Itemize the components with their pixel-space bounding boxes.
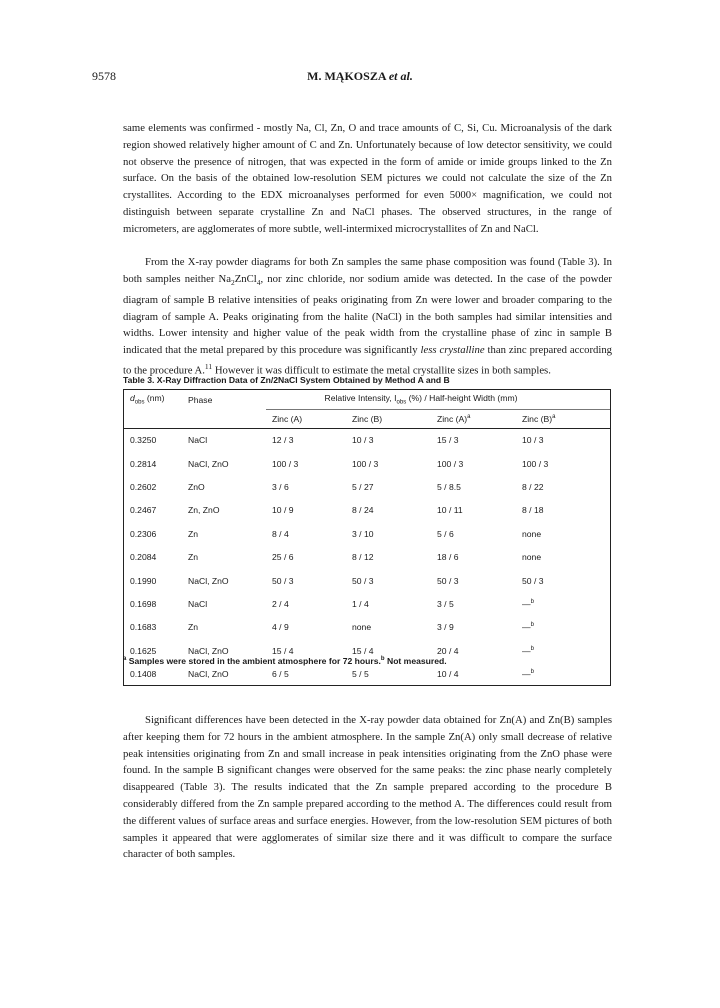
p2-text-3: , nor zinc chloride, nor sodium amide was detected. In the case of the powder diagram of sample B relative intensities of peaks originating from Zn were lower and broader comparing to the diagram of sample A. Peaks originating from the halite (NaCl) in the both samples had similar intensities and widths. Lower intensity and higher value of the peak width from the crystalline phase of zinc in sample B indicated that the metal prepared by this procedure was significantly — [123, 272, 612, 357]
cell-zinc-b: 5 / 5 — [346, 662, 431, 685]
cell-zinc-a-aged: 20 / 4 — [437, 645, 459, 656]
cell-zinc-b-aged: 100 / 3 — [516, 452, 611, 475]
p2-text-2: ZnCl — [234, 272, 257, 285]
cell-zinc-b-aged: none — [516, 545, 611, 568]
table-row — [124, 429, 611, 452]
table-subheader-row — [124, 410, 611, 429]
table-row — [124, 452, 611, 475]
cell-zinc-b: 50 / 3 — [352, 575, 374, 586]
cell-d: 0.1408 — [124, 662, 183, 685]
cell-zinc-b-aged: —$^b$ — [516, 592, 611, 615]
cell-zinc-b-aged: —$^b$ — [516, 639, 611, 662]
table-row — [124, 545, 611, 568]
cell-d: 0.2306 — [124, 522, 183, 545]
col-header-zinc-b-aged: Zinc $(B)^a$ — [516, 410, 611, 429]
table-row — [124, 522, 611, 545]
page-number: 9578 — [92, 69, 116, 83]
cell-zinc-a: 4 / 9 — [272, 622, 289, 633]
p2-sub-2: 4 — [256, 277, 261, 287]
col-header-d: $d_{obs}$ (nm) — [124, 390, 183, 410]
col-header-zinc-a-aged: Zinc $(A)^a$ — [431, 410, 516, 429]
col-header-zinc-b: Zinc (B) — [346, 410, 431, 429]
paragraph-xray-powder — [123, 254, 612, 379]
cell-phase: ZnO — [188, 481, 205, 492]
cell-zinc-a-aged: 3 / 5 — [437, 598, 454, 609]
cell-zinc-a: 10 / 9 — [272, 505, 294, 516]
cell-zinc-b: 100 / 3 — [352, 458, 379, 469]
cell-zinc-a-aged: 18 / 6 — [437, 552, 459, 563]
table-row — [124, 592, 611, 615]
table-row — [124, 616, 611, 639]
cell-zinc-a: 2 / 4 — [272, 598, 289, 609]
cell-zinc-b-aged: 10 / 3 — [516, 429, 611, 452]
cell-phase: Zn — [188, 528, 199, 539]
cell-zinc-a: 100 / 3 — [272, 458, 299, 469]
cell-zinc-b: 3 / 10 — [352, 528, 374, 539]
table-row — [124, 475, 611, 498]
paragraph-aged-samples — [123, 712, 612, 863]
cell-d: 0.2814 — [124, 452, 183, 475]
col-header-zinc-a: Zinc (A) — [266, 410, 346, 429]
cell-phase: Zn — [188, 622, 199, 633]
table-footnote: $^a$ Samples were stored in the ambient atmosphere for 72 hours.$^b$ Not measured. — [123, 656, 447, 666]
table-row — [124, 499, 611, 522]
cell-zinc-a-aged: 100 / 3 — [437, 458, 464, 469]
cell-zinc-a: 15 / 4 — [272, 645, 294, 656]
p2-reference: 11 — [204, 361, 213, 371]
cell-d: 0.1683 — [124, 616, 183, 639]
running-header-etal: et al. — [388, 69, 413, 83]
p2-text-1: From the X-ray powder diagrams for both Zn samples the same phase composition was found (Table 3). In both samples neither Na — [123, 256, 612, 285]
p2-sub-1: 2 — [231, 277, 235, 287]
cell-zinc-b: 10 / 3 — [346, 429, 431, 452]
cell-phase: NaCl — [188, 598, 208, 609]
cell-zinc-a-aged: 5 / 6 — [437, 528, 454, 539]
cell-zinc-b-aged: 8 / 18 — [516, 499, 611, 522]
p2-text-4: than zinc prepared according to the procedure A. — [123, 344, 613, 377]
p3-text: Significant differences have been detected in the X-ray powder data obtained for Zn(A) and Zn(B) samples after keeping them for 72 hours in the ambient atmosphere. In the sample Zn(A) only small decrease of relative peak intensities originating from Zn and small increase in peak intensities originating from the ZnO phase were found. In the sample B significant changes were observed for the same peaks: the zinc phase nearly completely disappeared (Table 3). The results indicated that the Zn sample prepared according to the procedure B considerably differed from the Zn sample prepared according to the method A. The differences could result from the different values of surface areas and surface energies. However, from the low-resolution SEM pictures of both samples it appeared that were agglomerates of similar size there and it was difficult to compare the surface character of both samples. — [123, 714, 612, 861]
running-header-authors: M. MĄKOSZA — [307, 69, 386, 83]
cell-phase: Zn, ZnO — [188, 505, 220, 516]
cell-zinc-a-aged: 15 / 3 — [431, 429, 516, 452]
cell-phase: NaCl, ZnO — [182, 662, 266, 685]
table-caption: Table 3. X-Ray Diffraction Data of Zn/2NaCl System Obtained by Method A and B — [123, 375, 450, 385]
cell-d: 0.1698 — [124, 592, 183, 615]
cell-zinc-b: 8 / 24 — [352, 505, 374, 516]
cell-zinc-a-aged: 10 / 4 — [431, 662, 516, 685]
col-header-relative-intensity: Relative Intensity, $I_{obs}$ (%) / Half-height Width (mm) — [266, 390, 611, 410]
cell-phase: NaCl, ZnO — [188, 575, 229, 586]
cell-zinc-a: 8 / 4 — [272, 528, 289, 539]
cell-zinc-b: none — [352, 622, 372, 633]
col-header-phase: Phase — [182, 390, 266, 410]
cell-zinc-b-aged: 8 / 22 — [516, 475, 611, 498]
table-header-row — [124, 390, 611, 410]
cell-zinc-a: 6 / 5 — [266, 662, 346, 685]
cell-zinc-b: 5 / 27 — [352, 481, 374, 492]
cell-zinc-b: 15 / 4 — [352, 645, 374, 656]
cell-phase: NaCl — [182, 429, 266, 452]
cell-phase: NaCl, ZnO — [188, 458, 229, 469]
table-row — [124, 569, 611, 592]
cell-zinc-b: 1 / 4 — [352, 598, 369, 609]
cell-zinc-a-aged: 3 / 9 — [437, 622, 454, 633]
cell-d: 0.2084 — [124, 545, 183, 568]
cell-zinc-a: 12 / 3 — [266, 429, 346, 452]
cell-zinc-a: 3 / 6 — [272, 481, 289, 492]
cell-zinc-a-aged: 5 / 8.5 — [437, 481, 461, 492]
cell-phase: NaCl, ZnO — [188, 645, 229, 656]
cell-zinc-a-aged: 50 / 3 — [437, 575, 459, 586]
cell-zinc-a: 25 / 6 — [272, 552, 294, 563]
cell-zinc-b-aged: none — [516, 522, 611, 545]
xrd-data-table — [123, 389, 611, 686]
running-header — [0, 69, 720, 84]
cell-zinc-b-aged: —$^b$ — [516, 662, 611, 685]
cell-d: 0.2602 — [124, 475, 183, 498]
cell-zinc-a: 50 / 3 — [272, 575, 294, 586]
cell-d: 0.3250 — [124, 429, 183, 452]
cell-d: 0.1625 — [124, 639, 183, 662]
paragraph-sem-edx: same elements was confirmed - mostly Na, Cl, Zn, O and trace amounts of C, Si, Cu. Microanalysis of the dark region showed relatively higher amount of C and Zn. Unfortunately because of low detector sensitivity, we could not observe the presence of nitrogen, that was expected in the form of amide or imide groups linked to the Zn surface. On the basis of the obtained low-resolution SEM pictures we could not calculate the size of the Zn crystallites. According to the EDX microanalyses performed for even 5000× magnification, we could not distinguish between separate crystalline Zn and NaCl phases. The observed structures, in the range of micrometers, are agglomerates of more subtle, well-intermixed microcrystallites of Zn and NaCl. — [123, 122, 612, 235]
cell-zinc-b-aged: —$^b$ — [516, 616, 611, 639]
p2-text-5: However it was difficult to estimate the metal crystallite sizes in both samples. — [212, 364, 551, 377]
cell-d: 0.2467 — [124, 499, 183, 522]
cell-zinc-b: 8 / 12 — [352, 552, 374, 563]
cell-phase: Zn — [188, 552, 199, 563]
cell-zinc-b-aged: 50 / 3 — [516, 569, 611, 592]
cell-d: 0.1990 — [124, 569, 183, 592]
p2-italic: less crystalline — [420, 344, 485, 357]
cell-zinc-a-aged: 10 / 11 — [437, 505, 463, 516]
